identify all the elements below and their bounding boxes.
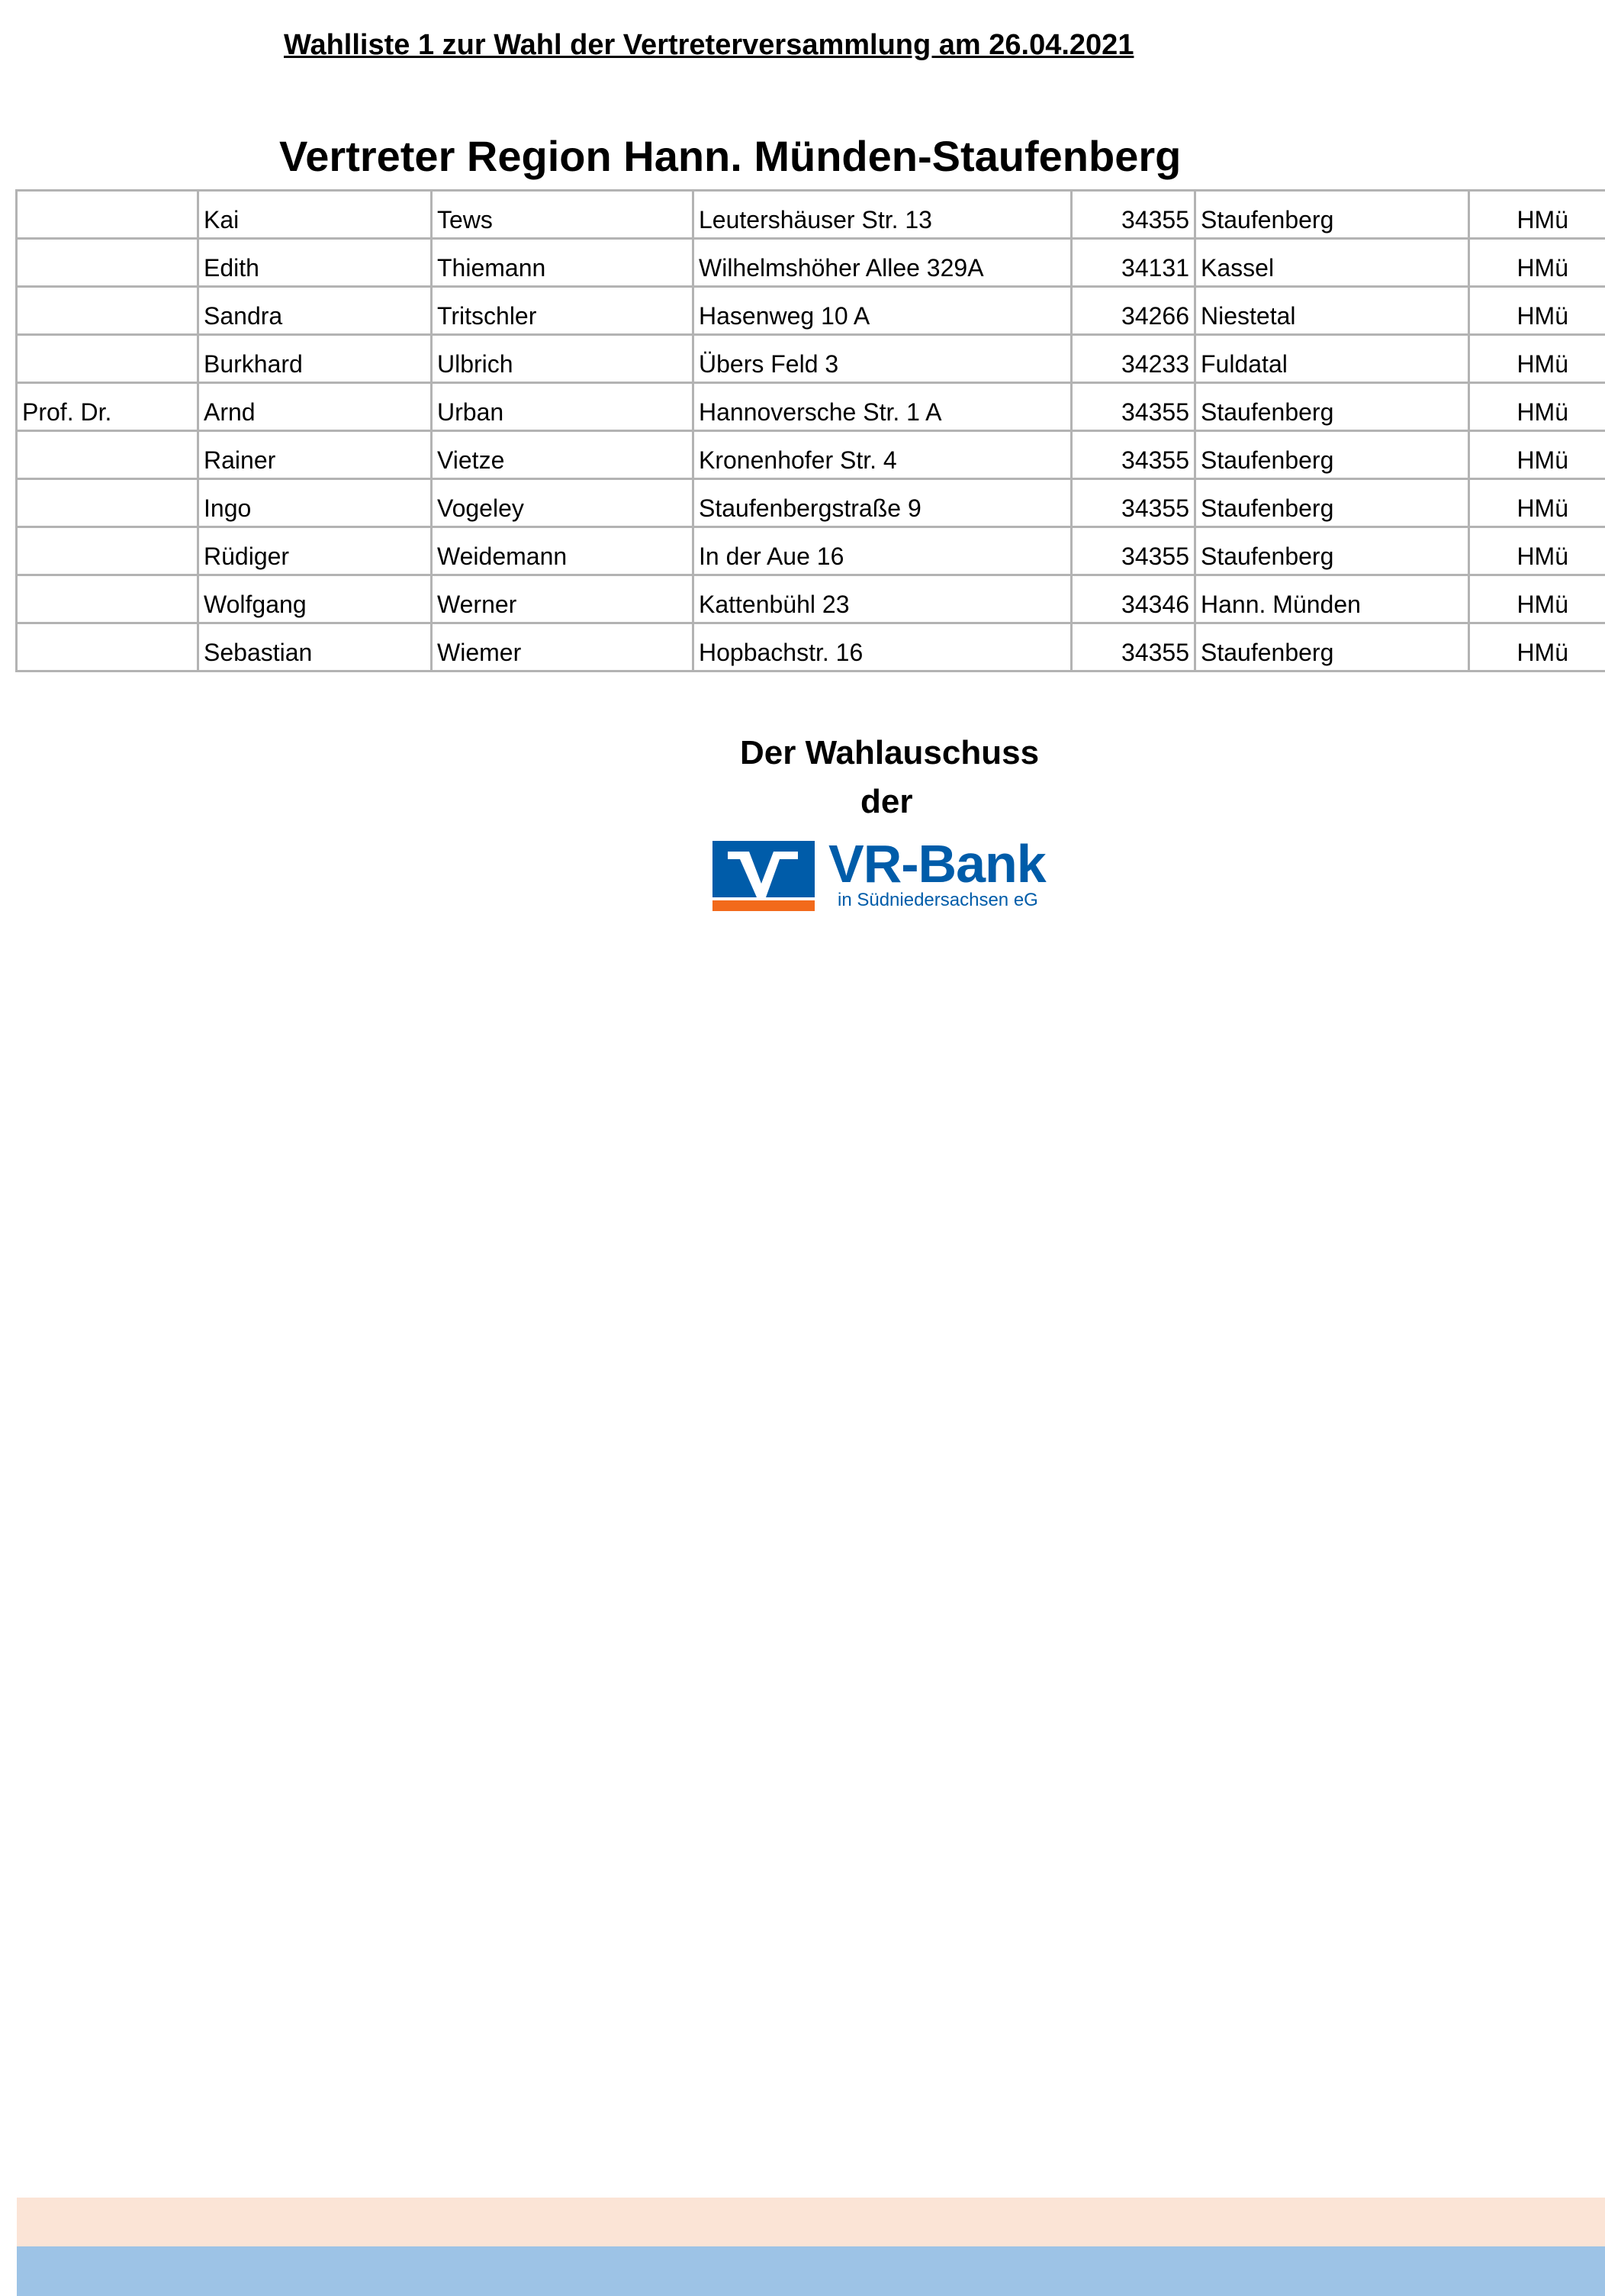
cell-title [17,575,198,623]
cell-zip: 34355 [1072,431,1195,479]
cell-city: Kassel [1195,239,1469,287]
cell-city: Staufenberg [1195,527,1469,575]
cell-first-name: Wolfgang [198,575,432,623]
cell-first-name: Edith [198,239,432,287]
table-row [17,335,1605,383]
cell-street: Hannoversche Str. 1 A [693,383,1072,431]
vr-bank-logo [712,834,1071,914]
logo-name: VR-Bank [828,834,1046,894]
table-row [17,287,1605,335]
cell-street: Hasenweg 10 A [693,287,1072,335]
cell-zip: 34355 [1072,527,1195,575]
cell-city: Staufenberg [1195,383,1469,431]
cell-zip: 34346 [1072,575,1195,623]
table-row [17,239,1605,287]
cell-city: Staufenberg [1195,479,1469,527]
cell-city: Fuldatal [1195,335,1469,383]
logo-subtitle: in Südniedersachsen eG [838,890,1038,910]
table-row [17,479,1605,527]
cell-street: Wilhelmshöher Allee 329A [693,239,1072,287]
cell-region: HMü [1469,431,1605,479]
cell-title: Prof. Dr. [17,383,198,431]
cell-region: HMü [1469,527,1605,575]
cell-last-name: Weidemann [432,527,693,575]
cell-region: HMü [1469,287,1605,335]
cell-region: HMü [1469,575,1605,623]
cell-region: HMü [1469,335,1605,383]
representatives-table [15,189,1605,672]
cell-last-name: Wiemer [432,623,693,671]
committee-line-1: Der Wahlauschuss [740,734,1040,771]
cell-city: Hann. Münden [1195,575,1469,623]
cell-street: Übers Feld 3 [693,335,1072,383]
cell-city: Staufenberg [1195,191,1469,239]
cell-title [17,527,198,575]
document-heading: Wahlliste 1 zur Wahl der Vertreterversammlung am 26.04.2021 [284,29,1134,61]
cell-city: Niestetal [1195,287,1469,335]
cell-last-name: Vietze [432,431,693,479]
committee-line-2: der [860,783,913,820]
table-row [17,575,1605,623]
cell-title [17,239,198,287]
cell-title [17,431,198,479]
cell-first-name: Burkhard [198,335,432,383]
cell-zip: 34266 [1072,287,1195,335]
cell-zip: 34233 [1072,335,1195,383]
cell-street: Hopbachstr. 16 [693,623,1072,671]
cell-title [17,623,198,671]
cell-last-name: Urban [432,383,693,431]
vr-bank-logo-icon [712,841,815,911]
cell-title [17,287,198,335]
cell-region: HMü [1469,479,1605,527]
cell-city: Staufenberg [1195,431,1469,479]
cell-zip: 34131 [1072,239,1195,287]
cell-first-name: Ingo [198,479,432,527]
cell-street: In der Aue 16 [693,527,1072,575]
cell-street: Staufenbergstraße 9 [693,479,1072,527]
cell-title [17,191,198,239]
cell-zip: 34355 [1072,479,1195,527]
table-row [17,191,1605,239]
cell-region: HMü [1469,623,1605,671]
logo-orange-bar [712,900,815,911]
cell-zip: 34355 [1072,623,1195,671]
footer-band-blue [17,2246,1605,2296]
table-row [17,623,1605,671]
cell-last-name: Ulbrich [432,335,693,383]
cell-region: HMü [1469,239,1605,287]
cell-city: Staufenberg [1195,623,1469,671]
cell-zip: 34355 [1072,191,1195,239]
cell-zip: 34355 [1072,383,1195,431]
cell-last-name: Tews [432,191,693,239]
cell-first-name: Rainer [198,431,432,479]
cell-first-name: Sebastian [198,623,432,671]
cell-street: Kattenbühl 23 [693,575,1072,623]
cell-first-name: Kai [198,191,432,239]
table-row [17,383,1605,431]
cell-region: HMü [1469,191,1605,239]
cell-first-name: Arnd [198,383,432,431]
footer-band-peach [17,2198,1605,2246]
region-title: Vertreter Region Hann. Münden-Staufenberg [279,132,1182,180]
cell-last-name: Vogeley [432,479,693,527]
cell-last-name: Tritschler [432,287,693,335]
table-row [17,431,1605,479]
cell-title [17,479,198,527]
cell-street: Kronenhofer Str. 4 [693,431,1072,479]
cell-last-name: Thiemann [432,239,693,287]
cell-region: HMü [1469,383,1605,431]
cell-first-name: Rüdiger [198,527,432,575]
table-row [17,527,1605,575]
cell-title [17,335,198,383]
cell-last-name: Werner [432,575,693,623]
cell-first-name: Sandra [198,287,432,335]
cell-street: Leutershäuser Str. 13 [693,191,1072,239]
